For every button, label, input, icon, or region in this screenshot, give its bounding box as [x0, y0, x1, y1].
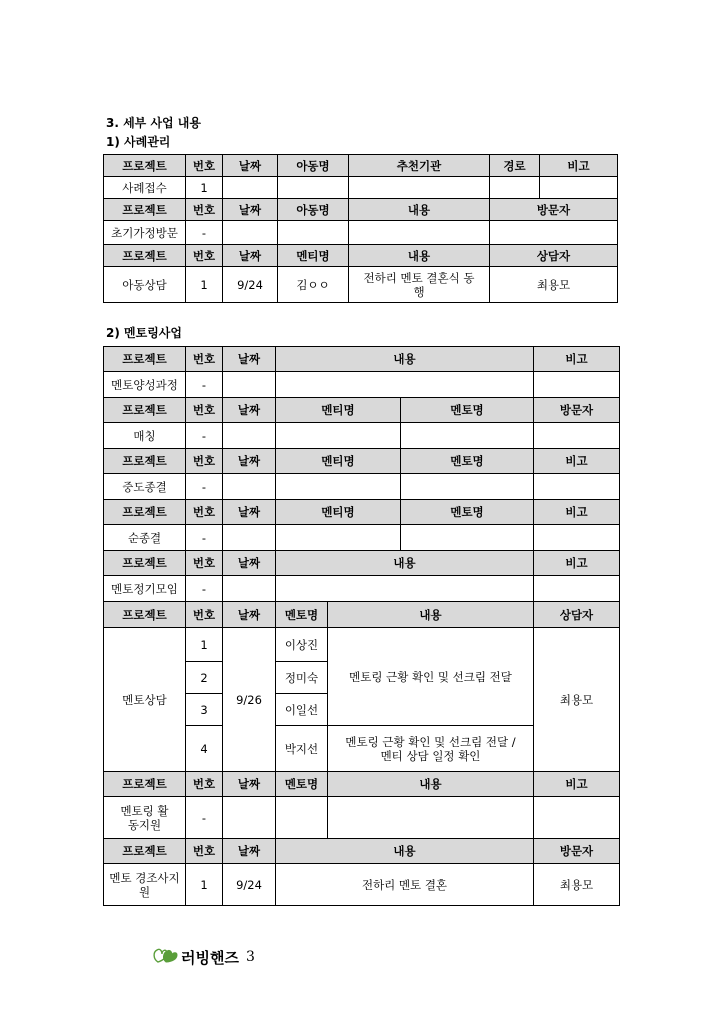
header-cell: 프로젝트 — [104, 347, 186, 372]
header-cell: 프로젝트 — [104, 449, 186, 474]
cell — [401, 423, 534, 449]
cell: 전하리 멘토 결혼 — [276, 864, 534, 906]
table-header-row — [104, 500, 620, 525]
cell: 최용모 — [490, 267, 618, 303]
cell — [490, 221, 618, 245]
table-header-row — [104, 602, 620, 628]
cell: 최용모 — [534, 864, 620, 906]
cell — [223, 525, 276, 551]
cell — [534, 525, 620, 551]
header-cell: 비고 — [534, 772, 620, 797]
header-cell: 아동명 — [278, 155, 349, 177]
header-cell: 날짜 — [223, 347, 276, 372]
cell: 멘토링 근황 확인 및 선크림 전달 — [328, 628, 534, 726]
header-cell: 날짜 — [223, 602, 276, 628]
header-cell: 비고 — [534, 500, 620, 525]
cell: 이일선 — [276, 694, 328, 726]
table-row — [104, 423, 620, 449]
header-cell: 프로젝트 — [104, 839, 186, 864]
cell: - — [186, 576, 223, 602]
header-cell: 번호 — [186, 602, 223, 628]
cell: 멘토상담 — [104, 628, 186, 772]
header-cell: 번호 — [186, 155, 223, 177]
cell: - — [186, 474, 223, 500]
section-title: 3. 세부 사업 내용 — [106, 116, 201, 130]
cell: - — [186, 525, 223, 551]
header-cell: 내용 — [349, 199, 490, 221]
cell — [276, 423, 401, 449]
cell: 멘토양성과정 — [104, 372, 186, 398]
cell — [534, 423, 620, 449]
cell: 이상진 — [276, 628, 328, 662]
cell — [490, 177, 540, 199]
cell: 3 — [186, 694, 223, 726]
header-cell: 날짜 — [223, 245, 278, 267]
header-cell: 번호 — [186, 449, 223, 474]
cell: 최용모 — [534, 628, 620, 772]
hands-logo-icon — [152, 944, 178, 970]
header-cell: 내용 — [328, 602, 534, 628]
subsection-case-management: 1) 사례관리 — [106, 135, 171, 149]
header-cell: 내용 — [276, 551, 534, 576]
cell — [223, 576, 276, 602]
header-cell: 프로젝트 — [104, 199, 186, 221]
header-cell: 번호 — [186, 500, 223, 525]
header-cell: 번호 — [186, 551, 223, 576]
cell — [223, 423, 276, 449]
table-header-row — [104, 839, 620, 864]
header-cell: 비고 — [534, 347, 620, 372]
header-cell: 상담자 — [490, 245, 618, 267]
header-cell: 날짜 — [223, 199, 278, 221]
cell — [223, 474, 276, 500]
cell: 2 — [186, 662, 223, 694]
cell: 1 — [186, 864, 223, 906]
cell: 9/24 — [223, 864, 276, 906]
header-cell: 방문자 — [534, 398, 620, 423]
cell — [349, 177, 490, 199]
cell — [540, 177, 618, 199]
cell: 초기가정방문 — [104, 221, 186, 245]
table-header-row — [104, 772, 620, 797]
header-cell: 멘토명 — [276, 772, 328, 797]
header-cell: 내용 — [349, 245, 490, 267]
cell: 1 — [186, 267, 223, 303]
header-cell: 비고 — [534, 449, 620, 474]
header-cell: 번호 — [186, 839, 223, 864]
cell: 매칭 — [104, 423, 186, 449]
header-cell: 번호 — [186, 772, 223, 797]
header-cell: 번호 — [186, 398, 223, 423]
table-row — [104, 628, 620, 662]
table-row — [104, 177, 618, 199]
table-row — [104, 797, 620, 839]
cell: 박지선 — [276, 726, 328, 772]
header-cell: 상담자 — [534, 602, 620, 628]
header-cell: 프로젝트 — [104, 245, 186, 267]
cell — [223, 372, 276, 398]
table-row — [104, 576, 620, 602]
header-cell: 번호 — [186, 199, 223, 221]
header-cell: 내용 — [328, 772, 534, 797]
header-cell: 추천기관 — [349, 155, 490, 177]
cell: 김ㅇㅇ — [278, 267, 349, 303]
cell: 멘토정기모임 — [104, 576, 186, 602]
header-cell: 날짜 — [223, 772, 276, 797]
table-header-row — [104, 551, 620, 576]
header-cell: 방문자 — [534, 839, 620, 864]
header-cell: 멘티명 — [276, 398, 401, 423]
header-cell: 날짜 — [223, 449, 276, 474]
header-cell: 멘토명 — [401, 398, 534, 423]
cell — [278, 221, 349, 245]
cell — [276, 797, 328, 839]
cell: 아동상담 — [104, 267, 186, 303]
cell — [534, 797, 620, 839]
cell: 1 — [186, 177, 223, 199]
header-cell: 비고 — [534, 551, 620, 576]
header-cell: 프로젝트 — [104, 398, 186, 423]
cell: - — [186, 221, 223, 245]
header-cell: 비고 — [540, 155, 618, 177]
table-header-row — [104, 199, 618, 221]
cell: 사례접수 — [104, 177, 186, 199]
cell — [276, 372, 534, 398]
table-header-row — [104, 347, 620, 372]
header-cell: 경로 — [490, 155, 540, 177]
cell: 중도종결 — [104, 474, 186, 500]
header-cell: 날짜 — [223, 551, 276, 576]
cell — [349, 221, 490, 245]
table-header-row — [104, 449, 620, 474]
table-header-row — [104, 245, 618, 267]
header-cell: 번호 — [186, 245, 223, 267]
header-cell: 방문자 — [490, 199, 618, 221]
cell — [223, 221, 278, 245]
cell: - — [186, 797, 223, 839]
cell — [276, 525, 401, 551]
cell — [276, 576, 534, 602]
cell: 전하리 멘토 결혼식 동행 — [349, 267, 490, 303]
cell: 4 — [186, 726, 223, 772]
header-cell: 날짜 — [223, 839, 276, 864]
table-header-row — [104, 155, 618, 177]
cell: 멘토링 근황 확인 및 선크림 전달 / 멘티 상담 일정 확인 — [328, 726, 534, 772]
header-cell: 프로젝트 — [104, 155, 186, 177]
header-cell: 멘토명 — [401, 449, 534, 474]
header-cell: 멘티명 — [276, 449, 401, 474]
cell: 멘토 경조사지원 — [104, 864, 186, 906]
header-cell: 프로젝트 — [104, 500, 186, 525]
cell: 멘토링 활동지원 — [104, 797, 186, 839]
cell — [278, 177, 349, 199]
case-management-table — [103, 154, 618, 303]
header-cell: 아동명 — [278, 199, 349, 221]
table-row — [104, 864, 620, 906]
cell — [401, 474, 534, 500]
header-cell: 날짜 — [223, 398, 276, 423]
header-cell: 번호 — [186, 347, 223, 372]
cell — [534, 372, 620, 398]
table-row — [104, 221, 618, 245]
header-cell: 멘토명 — [276, 602, 328, 628]
cell — [276, 474, 401, 500]
table-row — [104, 267, 618, 303]
cell: - — [186, 423, 223, 449]
cell: 9/26 — [223, 628, 276, 772]
page-number: 3 — [245, 949, 255, 965]
cell — [223, 177, 278, 199]
footer — [152, 944, 255, 970]
header-cell: 멘티명 — [278, 245, 349, 267]
logo-fill-shape — [163, 950, 177, 962]
header-cell: 멘토명 — [401, 500, 534, 525]
table-row — [104, 474, 620, 500]
cell: 정미숙 — [276, 662, 328, 694]
cell: 1 — [186, 628, 223, 662]
cell — [401, 525, 534, 551]
header-cell: 멘티명 — [276, 500, 401, 525]
cell — [534, 576, 620, 602]
cell: 순종결 — [104, 525, 186, 551]
subsection-mentoring: 2) 멘토링사업 — [106, 326, 182, 340]
cell: 9/24 — [223, 267, 278, 303]
cell: - — [186, 372, 223, 398]
brand-name: 러빙핸즈 — [181, 948, 239, 967]
header-cell: 프로젝트 — [104, 551, 186, 576]
header-cell: 날짜 — [223, 500, 276, 525]
table-row — [104, 525, 620, 551]
cell — [328, 797, 534, 839]
mentoring-table — [103, 346, 620, 906]
table-header-row — [104, 398, 620, 423]
header-cell: 날짜 — [223, 155, 278, 177]
header-cell: 프로젝트 — [104, 602, 186, 628]
header-cell: 내용 — [276, 839, 534, 864]
table-row — [104, 372, 620, 398]
header-cell: 내용 — [276, 347, 534, 372]
cell — [534, 474, 620, 500]
header-cell: 프로젝트 — [104, 772, 186, 797]
cell — [223, 797, 276, 839]
